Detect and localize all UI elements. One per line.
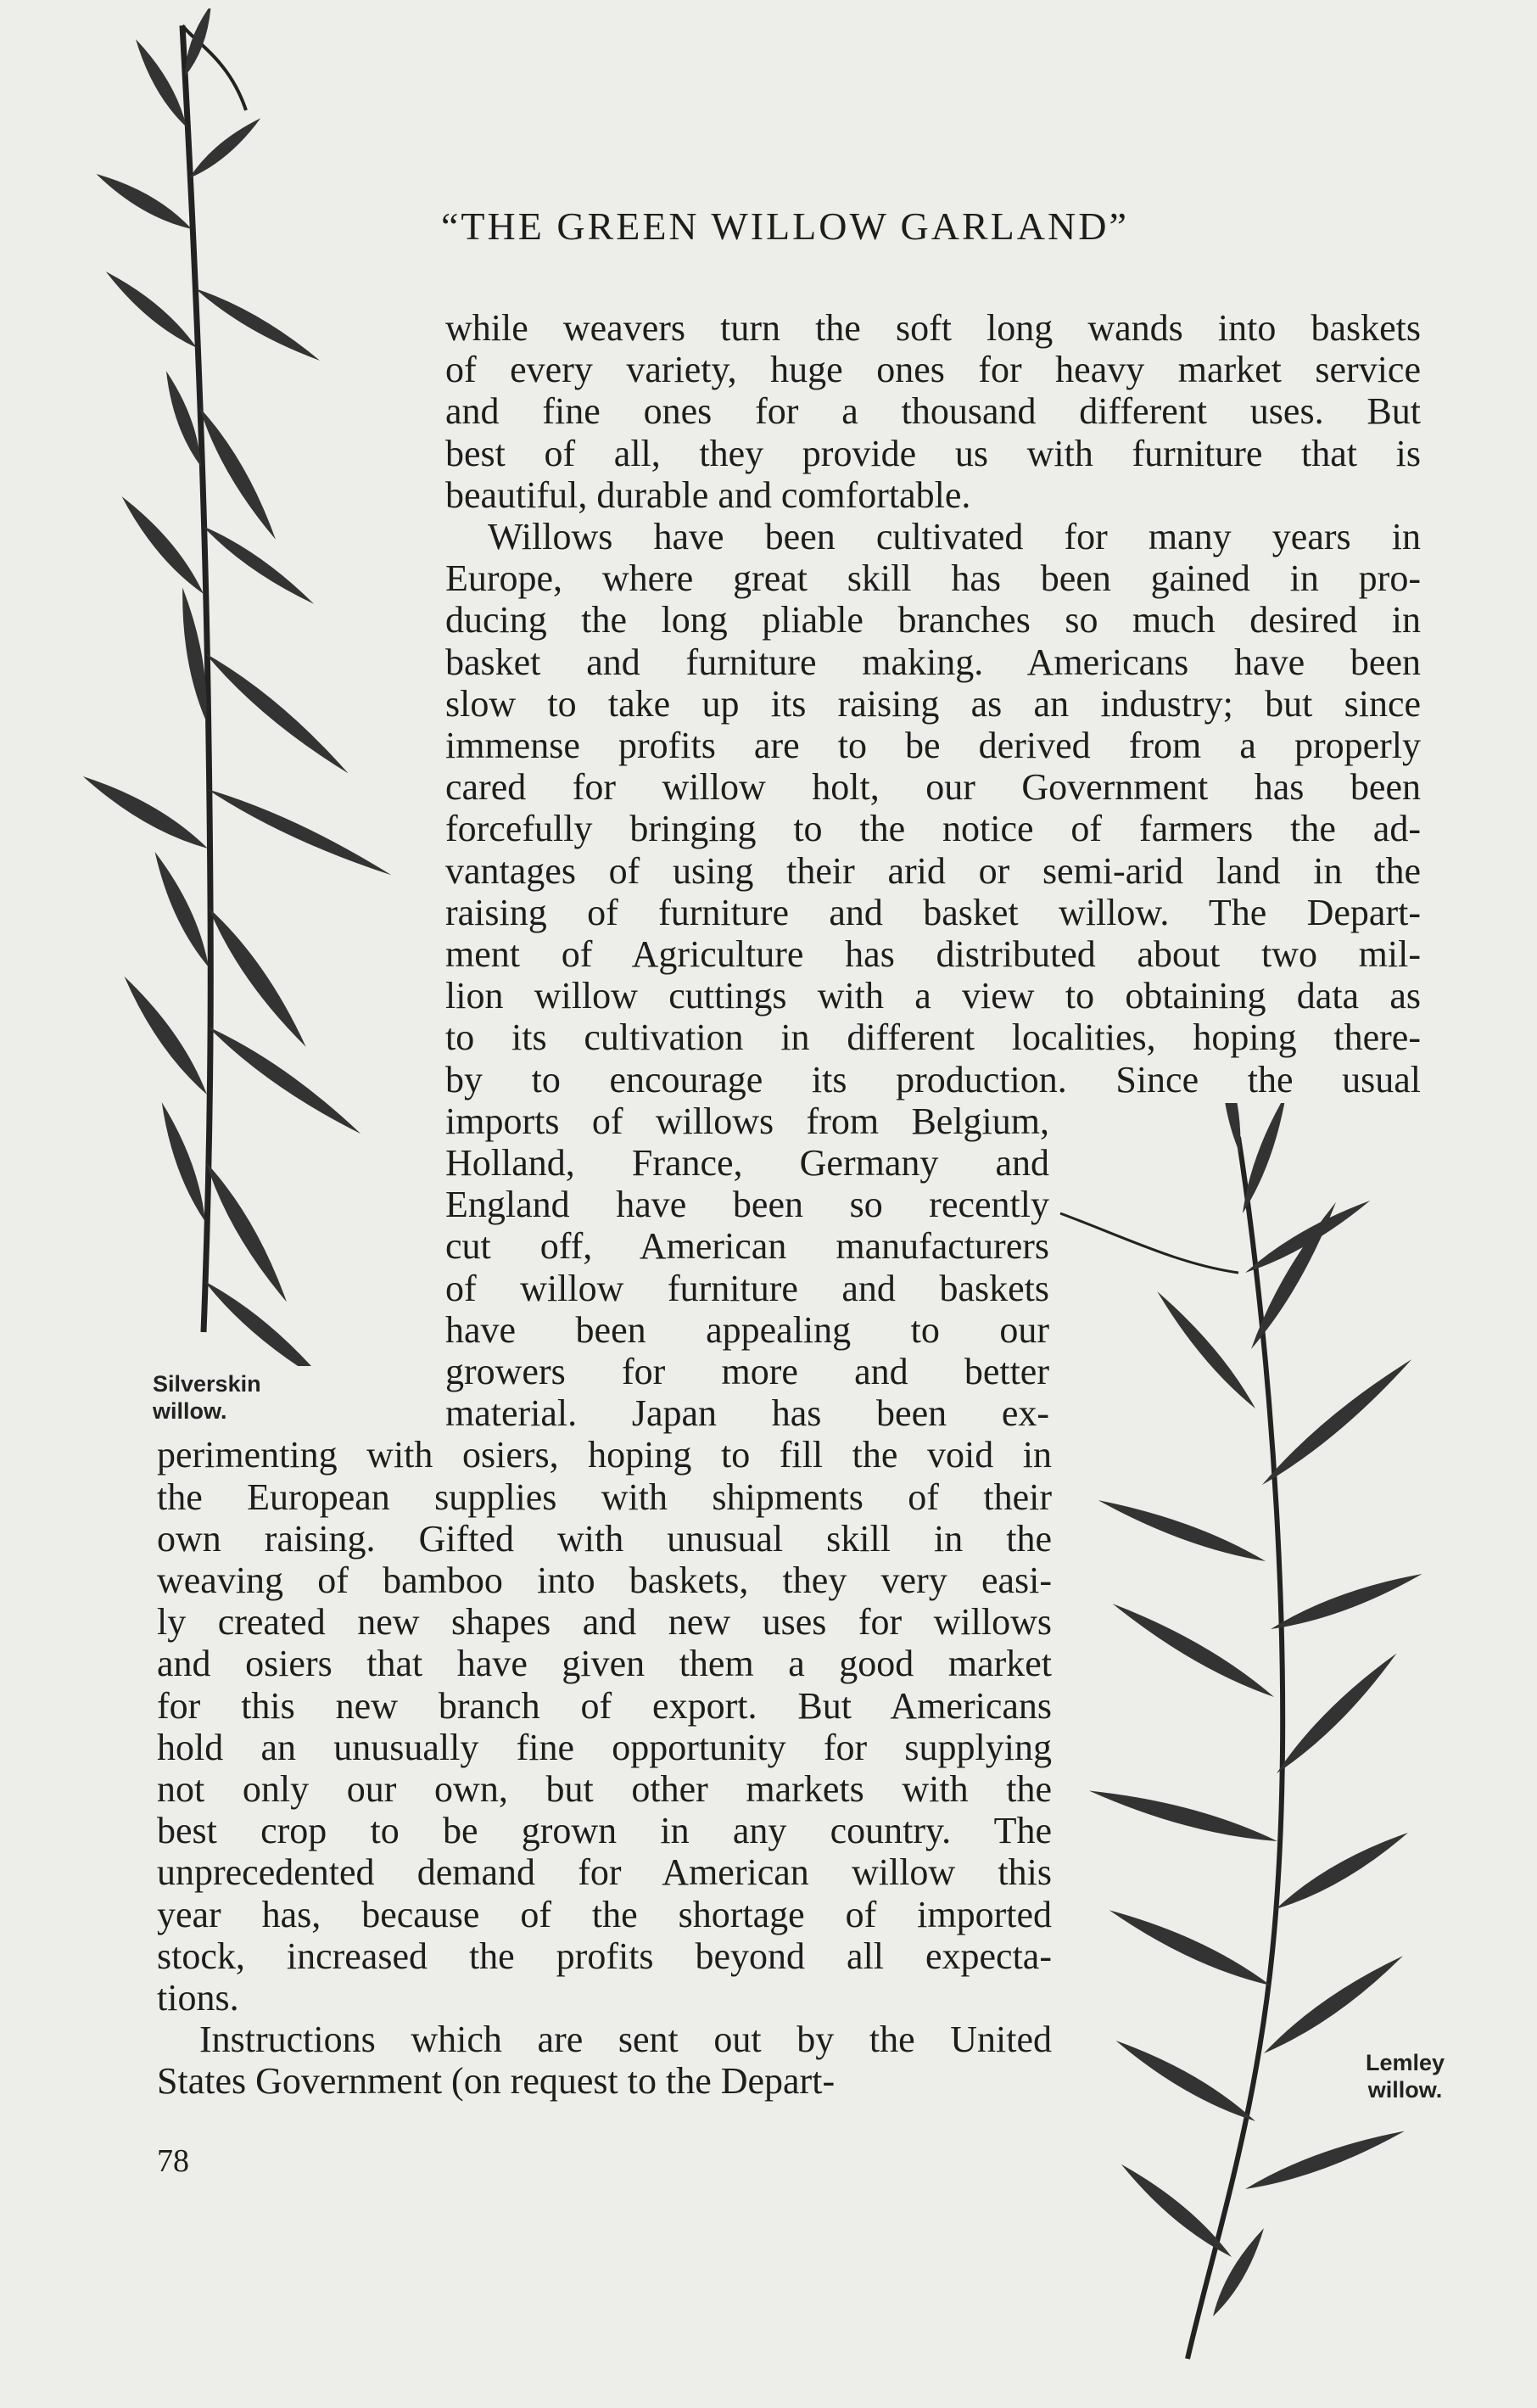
text-line: material. Japan has been ex-: [445, 1392, 1049, 1435]
willow-leaf: [1112, 2034, 1260, 2128]
text-line: for this new branch of export. But Americans: [157, 1684, 1052, 1727]
text-line: of willow furniture and baskets: [445, 1267, 1049, 1309]
text-line: not only our own, but other markets with the: [157, 1768, 1052, 1810]
willow-leaf: [1152, 1287, 1260, 1413]
text-line: raising of furniture and basket willow. The Depart-: [445, 891, 1421, 933]
willow-leaf: [116, 491, 210, 598]
text-line: and osiers that have given them a good market: [157, 1643, 1052, 1685]
text-line: Holland, France, Germany and: [445, 1142, 1049, 1184]
willow-leaf: [200, 647, 353, 779]
willow-leaf: [1243, 2124, 1407, 2196]
willow-leaf: [155, 1100, 212, 1224]
willow-leaf: [1257, 1353, 1417, 1491]
willow-leaf: [199, 1275, 333, 1366]
willow-leaf: [204, 1021, 366, 1140]
text-line: unprecedented demand for American willow this: [157, 1851, 1052, 1894]
text-line: the European supplies with shipments of their: [157, 1476, 1052, 1518]
text-line: Willows have been cultivated for many years in: [488, 516, 1421, 557]
text-line: Europe, where great skill has been gained in pro-: [445, 557, 1421, 600]
willow-leaf: [1116, 2159, 1237, 2263]
article-title: “THE GREEN WILLOW GARLAND”: [441, 204, 1129, 248]
text-line: of every variety, huge ones for heavy market service: [445, 349, 1421, 391]
text-line: best of all, they provide us with furniture that is: [445, 432, 1421, 474]
text-line: to its cultivation in different localities, hoping there-: [445, 1016, 1421, 1059]
text-line: immense profits are to be derived from a properly: [445, 725, 1421, 766]
text-line: States Government (on request to the Depart-: [157, 2060, 836, 2103]
willow-leaf: [148, 848, 215, 971]
willow-leaf: [101, 266, 201, 353]
page-number: 78: [157, 2143, 189, 2179]
caption-line: Silverskin: [153, 1371, 261, 1397]
willow-leaf: [1242, 1195, 1373, 1279]
text-line: by to encourage its production. Since the usual: [445, 1058, 1421, 1100]
text-line: while weavers turn the soft long wands into baskets: [445, 307, 1421, 349]
willow-leaf: [199, 1158, 293, 1306]
text-line: hold an unusually fine opportunity for supplying: [157, 1726, 1052, 1768]
willow-leaf: [1268, 1567, 1425, 1637]
lemley-willow-illustration: [1043, 1103, 1518, 2376]
text-line: weaving of bamboo into baskets, they very easi-: [157, 1560, 1052, 1601]
text-line: growers for more and better: [445, 1351, 1049, 1392]
caption-line: Lemley: [1366, 2050, 1445, 2075]
willow-leaf: [185, 114, 265, 183]
willow-leaf: [1272, 1648, 1402, 1778]
text-line: basket and furniture making. Americans have been: [445, 641, 1421, 683]
willow-leaf: [1109, 1597, 1278, 1704]
caption-line: willow.: [1367, 2077, 1443, 2103]
text-line: best crop to be grown in any country. The: [157, 1810, 1052, 1852]
text-line: own raising. Gifted with unusual skill in the: [157, 1517, 1052, 1560]
text-line: ly created new shapes and new uses for willows: [157, 1601, 1052, 1644]
willow-leaf: [1096, 1493, 1268, 1569]
willow-leaf: [192, 283, 323, 367]
willow-leaf: [92, 167, 196, 236]
willow-leaf: [1245, 1199, 1343, 1353]
caption-silverskin-willow: [153, 1370, 261, 1425]
willow-leaf: [79, 769, 212, 855]
text-line: ment of Agriculture has distributed about two mil-: [445, 933, 1421, 975]
willow-leaf: [202, 903, 313, 1051]
text-line: slow to take up its raising as an industry; but since: [445, 682, 1421, 725]
silverskin-willow-illustration: [34, 8, 441, 1366]
text-line: beautiful, durable and comfortable.: [445, 473, 971, 516]
text-line: perimenting with osiers, hoping to fill the void in: [157, 1434, 1052, 1476]
caption-lemley-willow: [1366, 2049, 1445, 2103]
willow-leaf: [1105, 1902, 1274, 1993]
caption-line: willow.: [153, 1398, 227, 1424]
text-line: cared for willow holt, our Government has been: [445, 766, 1421, 809]
text-line: year has, because of the shortage of imported: [157, 1893, 1052, 1935]
text-line: England have been so recently: [445, 1184, 1049, 1226]
text-line: have been appealing to our: [445, 1308, 1049, 1351]
text-line: tions.: [157, 1977, 239, 2019]
text-line: vantages of using their arid or semi-arid land in the: [445, 849, 1421, 892]
text-line: stock, increased the profits beyond all expecta-: [157, 1935, 1052, 1977]
willow-leaf: [1272, 1826, 1411, 1916]
text-line: forcefully bringing to the notice of farmers the ad-: [445, 808, 1421, 850]
text-line: ducing the long pliable branches so much desired in: [445, 599, 1421, 641]
text-line: cut off, American manufacturers: [445, 1225, 1049, 1268]
text-line: lion willow cuttings with a view to obtaining data as: [445, 975, 1421, 1017]
willow-leaf: [118, 972, 214, 1099]
willow-leaf: [204, 783, 394, 882]
text-line: imports of willows from Belgium,: [445, 1100, 1049, 1142]
willow-leaf: [1260, 1950, 1408, 2060]
willow-leaf: [1087, 1783, 1279, 1850]
text-line: Instructions which are sent out by the United: [199, 2019, 1052, 2061]
text-line: and fine ones for a thousand different uses. But: [445, 390, 1421, 433]
willow-leaf: [199, 521, 318, 609]
